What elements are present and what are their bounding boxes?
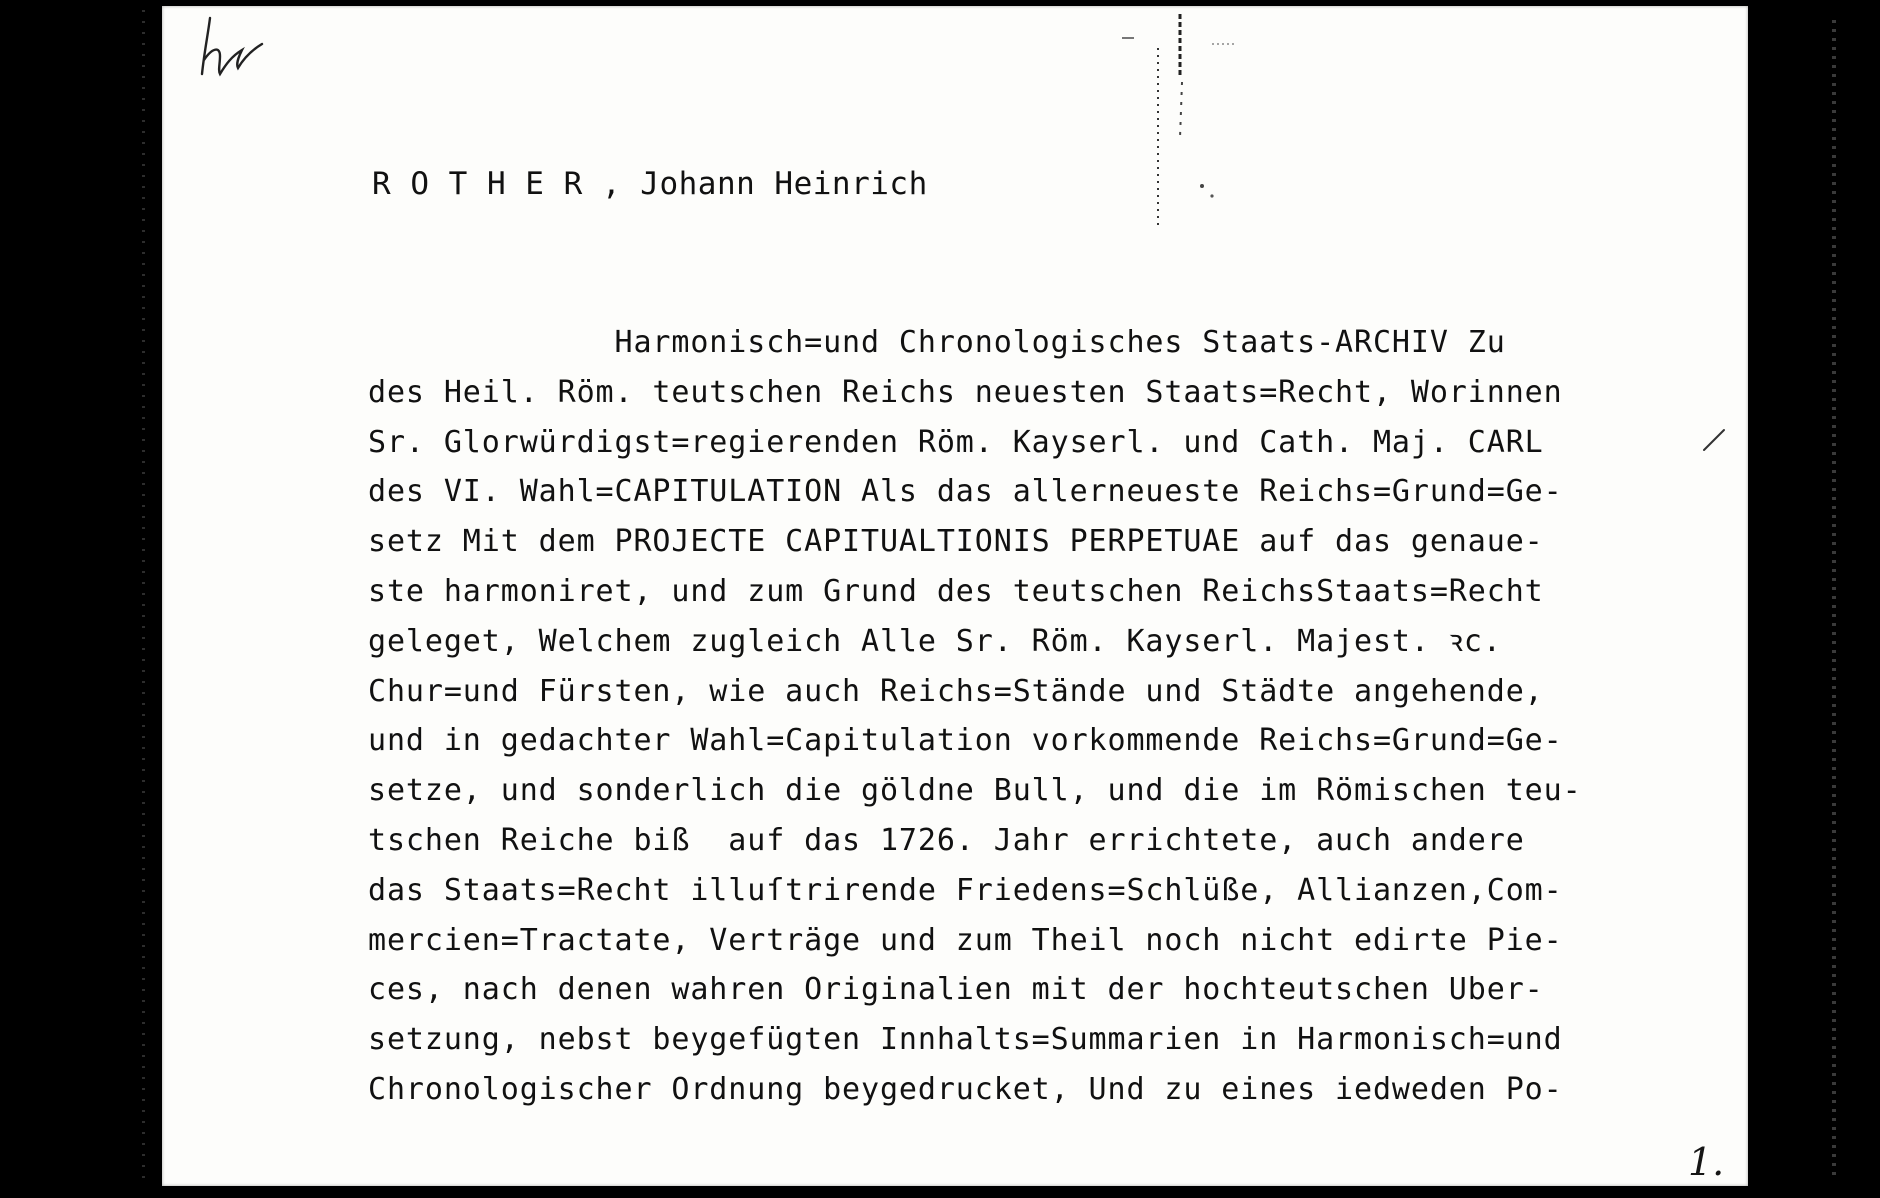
text-line: Chur=und Fürsten, wie auch Reichs=Stände und Städte angehende, bbox=[368, 673, 1544, 709]
text-line: Sr. Glorwürdigst=regierenden Röm. Kayserl. und Cath. Maj. CARL bbox=[368, 424, 1544, 460]
text-line: setze, und sonderlich die göldne Bull, und die im Römischen teu- bbox=[368, 773, 1582, 809]
text-line: ste harmoniret, und zum Grund des teutschen ReichsStaats=Recht bbox=[368, 573, 1544, 609]
text-line: setzung, nebst beygefügten Innhalts=Summarien in Harmonisch=und bbox=[368, 1022, 1563, 1058]
text-line: tschen Reiche biß auf das 1726. Jahr errichtete, auch andere bbox=[368, 822, 1525, 858]
handwritten-corner-mark bbox=[198, 14, 268, 84]
body-text bbox=[368, 318, 1708, 1115]
page-number: 1. bbox=[1688, 1140, 1725, 1184]
document-heading: R O T H E R , Johann Heinrich bbox=[372, 166, 928, 202]
scan-edge-noise-left bbox=[142, 10, 145, 1180]
text-line: setz Mit dem PROJECTE CAPITUALTIONIS PERPETUAE auf das genaue- bbox=[368, 524, 1544, 560]
scan-edge-noise-right bbox=[1832, 20, 1836, 1180]
text-line: das Staats=Recht illuſtrirende Friedens=Schlüße, Allianzen,Com- bbox=[368, 872, 1563, 908]
text-line: mercien=Tractate, Verträge und zum Theil noch nicht edirte Pie- bbox=[368, 922, 1563, 958]
text-line: des VI. Wahl=CAPITULATION Als das allerneueste Reichs=Grund=Ge- bbox=[368, 474, 1563, 510]
text-line: Harmonisch=und Chronologisches Staats-ARCHIV Zu bbox=[368, 325, 1506, 360]
text-line: und in gedachter Wahl=Capitulation vorkommende Reichs=Grund=Ge- bbox=[368, 723, 1563, 759]
text-line: Chronologischer Ordnung beygedrucket, Und zu eines iedweden Po- bbox=[368, 1071, 1563, 1107]
text-line: ces, nach denen wahren Originalien mit der hochteutschen Uber- bbox=[368, 972, 1544, 1008]
text-line: geleget, Welchem zugleich Alle Sr. Röm. Kayserl. Majest. ꝛc. bbox=[368, 623, 1502, 659]
scan-artifact-marks bbox=[1120, 8, 1240, 238]
text-line: des Heil. Röm. teutschen Reichs neuesten Staats=Recht, Worinnen bbox=[368, 374, 1563, 410]
